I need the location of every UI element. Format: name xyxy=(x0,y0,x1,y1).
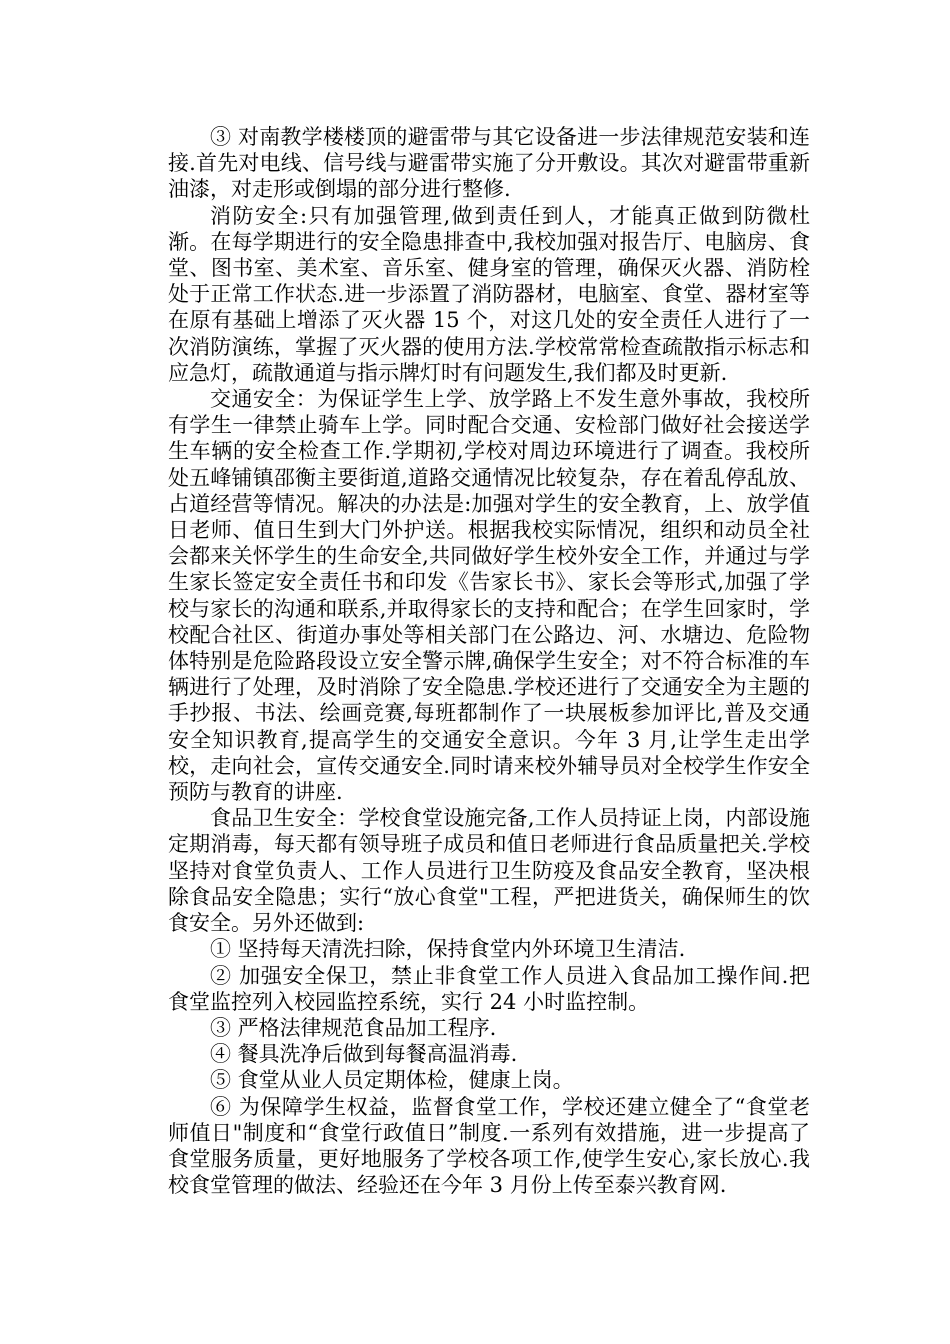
list-item-procedures: ③ 严格法律规范食品加工程序. xyxy=(210,1015,497,1040)
list-item-disinfection: ④ 餐具洗净后做到每餐高温消毒. xyxy=(210,1042,518,1067)
paragraph-food-safety: 食品卫生安全：学校食堂设施完备,工作人员持证上岗，内部设施定期消毒，每天都有领导班子成员和值日老师进行食品质量把关.学校坚持对食堂负责人、工作人员进行卫生防疫及食品安全教育，坚决根除食品安全隐患；实行“放心食堂"工程，严把进货关，确保师生的饮食安全。另外还做到: xyxy=(168,806,810,936)
paragraph-traffic-safety: 交通安全：为保证学生上学、放学路上不发生意外事故，我校所有学生一律禁止骑车上学。同时配合交通、安检部门做好社会接送学生车辆的安全检查工作.学期初,学校对周边环境进行了调查。我校所处五峰铺镇邵衡主要街道,道路交通情况比较复杂，存在着乱停乱放、占道经营等情况。解决的办法是:加强对学生的安全教育，上、放学值日老师、值日生到大门外护送。根据我校实际情况，组织和动员全社会都来关怀学生的生命安全,共同做好学生校外安全工作，并通过与学生家长签定安全责任书和印发《告家长书》、家长会等形式,加强了学校与家长的沟通和联系,并取得家长的支持和配合；在学生回家时，学校配合社区、街道办事处等相关部门在公路边、河、水塘边、危险物体特别是危险路段设立安全警示牌,确保学生安全；对不符合标准的车辆进行了处理，及时消除了安全隐患.学校还进行了交通安全为主题的手抄报、书法、绘画竞赛,每班都制作了一块展板参加评比,普及交通安全知识教育,提高学生的交通安全意识。今年 3 月,让学生走出学校，走向社会，宣传交通安全.同时请来校外辅导员对全校学生作安全预防与教育的讲座. xyxy=(168,387,810,805)
list-item-security: ② 加强安全保卫，禁止非食堂工作人员进入食品加工操作间.把食堂监控列入校园监控系统，实行 24 小时监控制。 xyxy=(168,963,810,1014)
list-item-duty-system: ⑥ 为保障学生权益，监督食堂工作，学校还建立健全了“食堂老师值日"制度和“食堂行政值日”制度.一系列有效措施，进一步提高了食堂服务质量，更好地服务了学校各项工作,使学生安心,家长放心.我校食堂管理的做法、经验还在今年 3 月份上传至泰兴教育网. xyxy=(168,1094,810,1198)
document-body xyxy=(168,124,810,1198)
paragraph-fire-safety: 消防安全:只有加强管理,做到责任到人，才能真正做到防微杜渐。在每学期进行的安全隐患排查中,我校加强对报告厅、电脑房、食堂、图书室、美术室、音乐室、健身室的管理，确保灭火器、消防栓处于正常工作状态.进一步添置了消防器材，电脑室、食堂、器材室等在原有基础上增添了灭火器 15 个，对这几处的安全责任人进行了一次消防演练，掌握了灭火器的使用方法.学校常常检查疏散指示标志和应急灯，疏散通道与指示牌灯时有问题发生,我们都及时更新. xyxy=(168,203,810,385)
paragraph-lightning-rod: ③ 对南教学楼楼顶的避雷带与其它设备进一步法律规范安装和连接.首先对电线、信号线与避雷带实施了分开敷设。其次对避雷带重新油漆，对走形或倒塌的部分进行整修. xyxy=(168,125,810,202)
list-item-cleaning: ① 坚持每天清洗扫除，保持食堂内外环境卫生清洁. xyxy=(210,937,686,962)
list-item-health-check: ⑤ 食堂从业人员定期体检，健康上岗。 xyxy=(210,1068,574,1093)
